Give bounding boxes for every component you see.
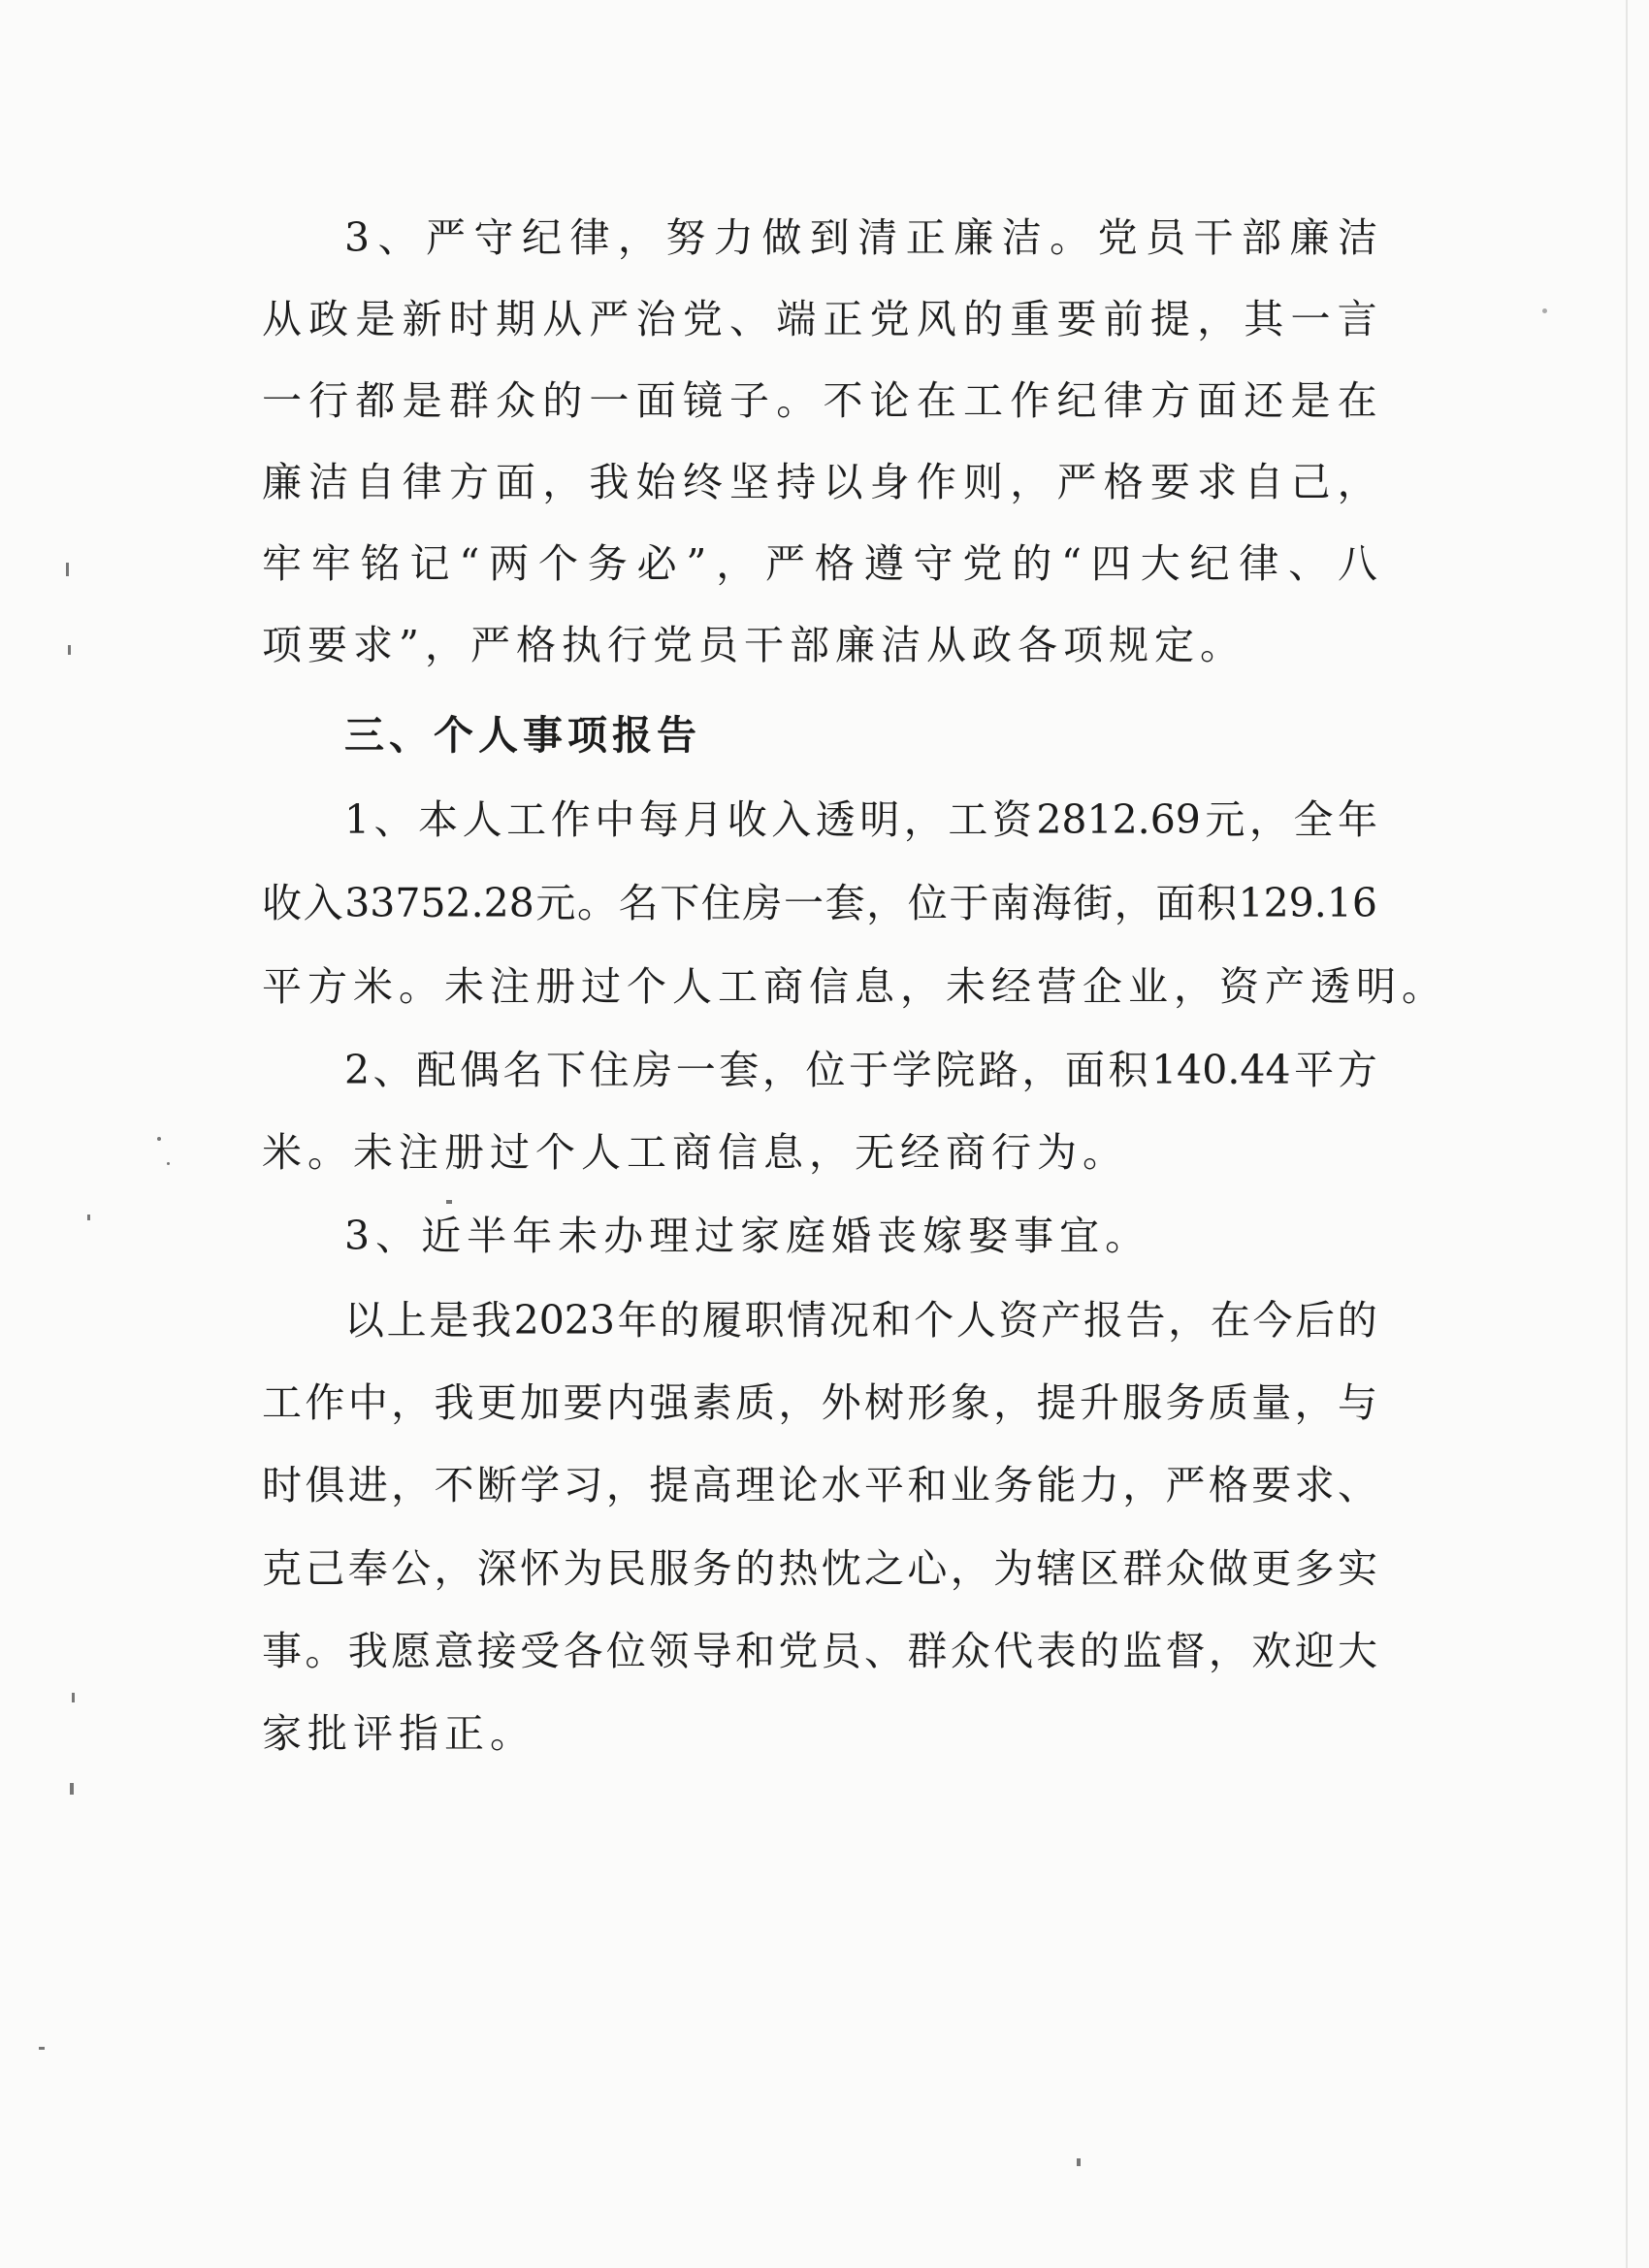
text-line: 以 上 是 我 2023 年 的 履 职 情 况 和 个 人 资 产 报 告 ， 在 今 后 的 <box>344 1297 1377 1344</box>
scan-speck <box>87 1215 90 1220</box>
text-line: 一 行 都 是 群 众 的 一 面 镜 子 。 不 论 在 工 作 纪 律 方 面 还 是 在 <box>262 377 1377 424</box>
text-line: 时 俱 进 ， 不 断 学 习 ， 提 高 理 论 水 平 和 业 务 能 力 ， 严 格 要 求 、 <box>262 1462 1377 1508</box>
scan-speck <box>68 645 71 655</box>
text-line: 1 、 本 人 工 作 中 每 月 收 入 透 明 ， 工 资 2812.69 元 ， 全 年 <box>344 796 1377 843</box>
text-line: 牢 牢 铭 记 “ 两 个 务 必 ” ， 严 格 遵 守 党 的 “ 四 大 纪 律 、 八 <box>262 540 1377 587</box>
text-line: 廉 洁 自 律 方 面 ， 我 始 终 坚 持 以 身 作 则 ， 严 格 要 求 自 己 ， <box>262 459 1377 505</box>
section-heading: 三、个人事项报告 <box>344 712 701 759</box>
text-line: 3、近半年未办理过家庭婚丧嫁娶事宜。 <box>344 1213 1151 1259</box>
text-line: 3 、 严 守 纪 律 ， 努 力 做 到 清 正 廉 洁 。 党 员 干 部 廉 洁 <box>344 214 1377 261</box>
scan-speck <box>1542 308 1547 313</box>
scan-speck <box>1077 2158 1081 2166</box>
text-line: 克 己 奉 公 ， 深 怀 为 民 服 务 的 热 忱 之 心 ， 为 辖 区 群 众 做 更 多 实 <box>262 1545 1377 1592</box>
text-line: 米。未注册过个人工商信息，无经商行为。 <box>262 1129 1128 1176</box>
text-line: 事 。 我 愿 意 接 受 各 位 领 导 和 党 员 、 群 众 代 表 的 监 督 ， 欢 迎 大 <box>262 1628 1377 1674</box>
scan-speck <box>66 563 69 576</box>
text-line: 家批评指正。 <box>262 1710 535 1757</box>
scan-speck <box>446 1200 452 1204</box>
text-line: 项要求”，严格执行党员干部廉洁从政各项规定。 <box>262 622 1245 668</box>
scan-speck <box>157 1137 161 1141</box>
text-line: 从 政 是 新 时 期 从 严 治 党 、 端 正 党 风 的 重 要 前 提 ， 其 一 言 <box>262 296 1377 342</box>
text-line: 收 入 33752.28 元 。 名 下 住 房 一 套 ， 位 于 南 海 街 ， 面 积 129.16 <box>262 880 1377 926</box>
scan-speck <box>39 2047 45 2050</box>
scan-edge <box>1626 0 1628 2268</box>
text-line: 2 、 配 偶 名 下 住 房 一 套 ， 位 于 学 院 路 ， 面 积 140.44 平 方 <box>344 1047 1377 1093</box>
scan-speck <box>72 1693 75 1702</box>
text-line: 平方米。未注册过个人工商信息，未经营企业，资产透明。 <box>262 963 1447 1010</box>
scan-speck <box>70 1783 74 1795</box>
text-line: 工 作 中 ， 我 更 加 要 内 强 素 质 ， 外 树 形 象 ， 提 升 服 务 质 量 ， 与 <box>262 1379 1377 1426</box>
scan-speck <box>167 1162 170 1165</box>
